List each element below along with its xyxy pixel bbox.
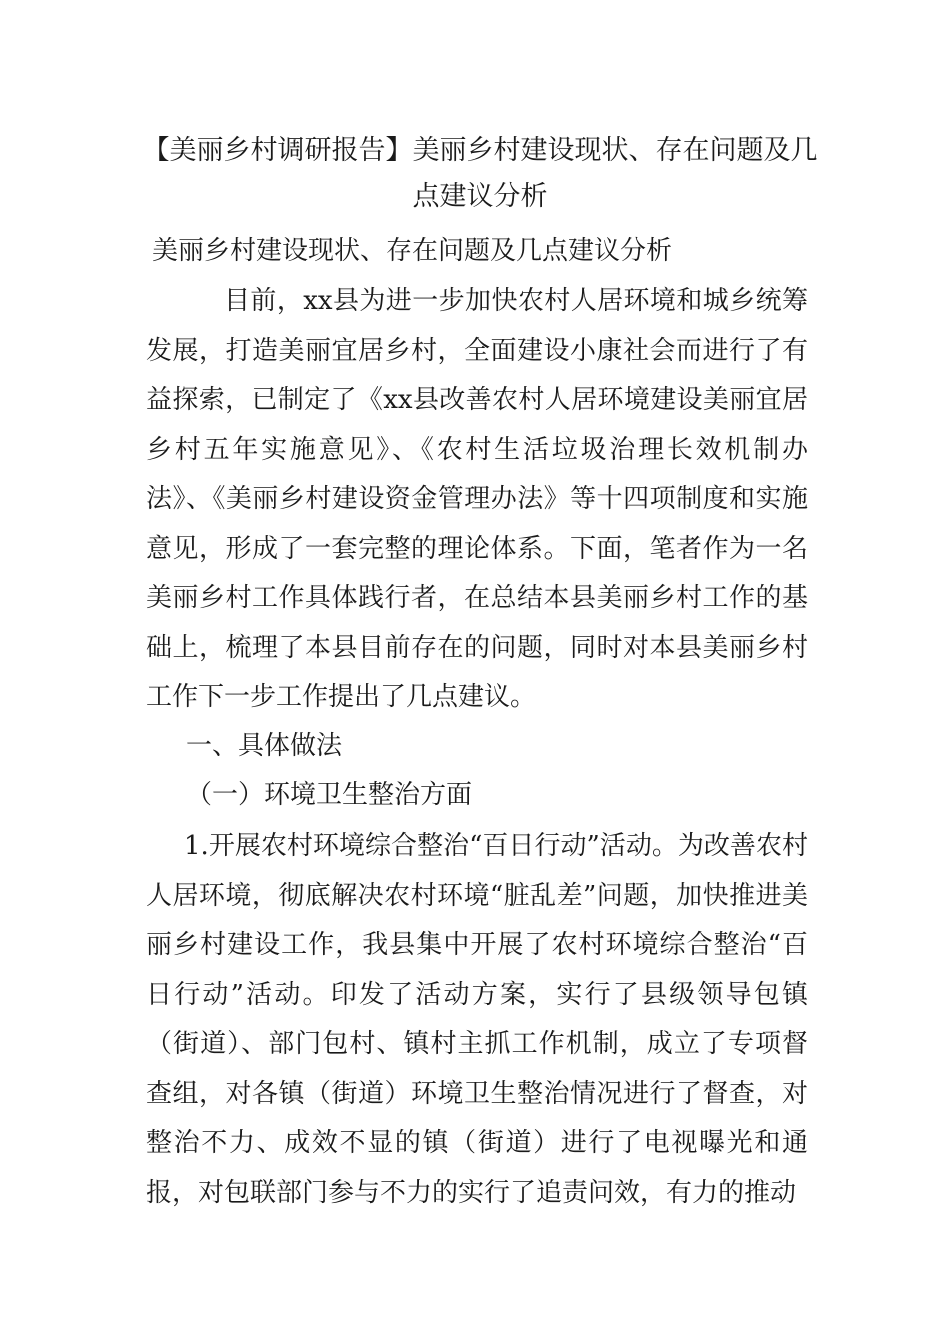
section-heading: 一、具体做法 (186, 731, 343, 761)
document-subtitle: 美丽乡村建设现状、存在问题及几点建议分析 (152, 236, 673, 266)
subsection-heading: （一）环境卫生整治方面 (186, 780, 473, 810)
body-paragraph: 1.开展农村环境综合整治“百日行动”活动。为改善农村人居环境，彻底解决农村环境“脏乱差”问题，加快推进美丽乡村建设工作，我县集中开展了农村环境综合整治“百日行动”活动。印发了活动方案，实行了县级领导包镇（街道）、部门包村、镇村主抓工作机制，成立了专项督查组，对各镇（街道）环境卫生整治情况进行了督查，对整治不力、成效不显的镇（街道）进行了电视曝光和通报，对包联部门参与不力的实行了追责问效，有力的推动 (146, 831, 808, 1208)
intro-paragraph: 目前，xx县为进一步加快农村人居环境和城乡统筹发展，打造美丽宜居乡村，全面建设小康社会而进行了有益探索，已制定了《xx县改善农村人居环境建设美丽宜居乡村五年实施意见》、《农村生活垃圾治理长效机制办法》、《美丽乡村建设资金管理办法》等十四项制度和实施意见，形成了一套完整的理论体系。下面，笔者作为一名美丽乡村工作具体践行者，在总结本县美丽乡村工作的基础上，梳理了本县目前存在的问题，同时对本县美丽乡村工作下一步工作提出了几点建议。 (146, 286, 808, 712)
document-title: 【美丽乡村调研报告】美丽乡村建设现状、存在问题及几点建议分析 (142, 135, 818, 212)
